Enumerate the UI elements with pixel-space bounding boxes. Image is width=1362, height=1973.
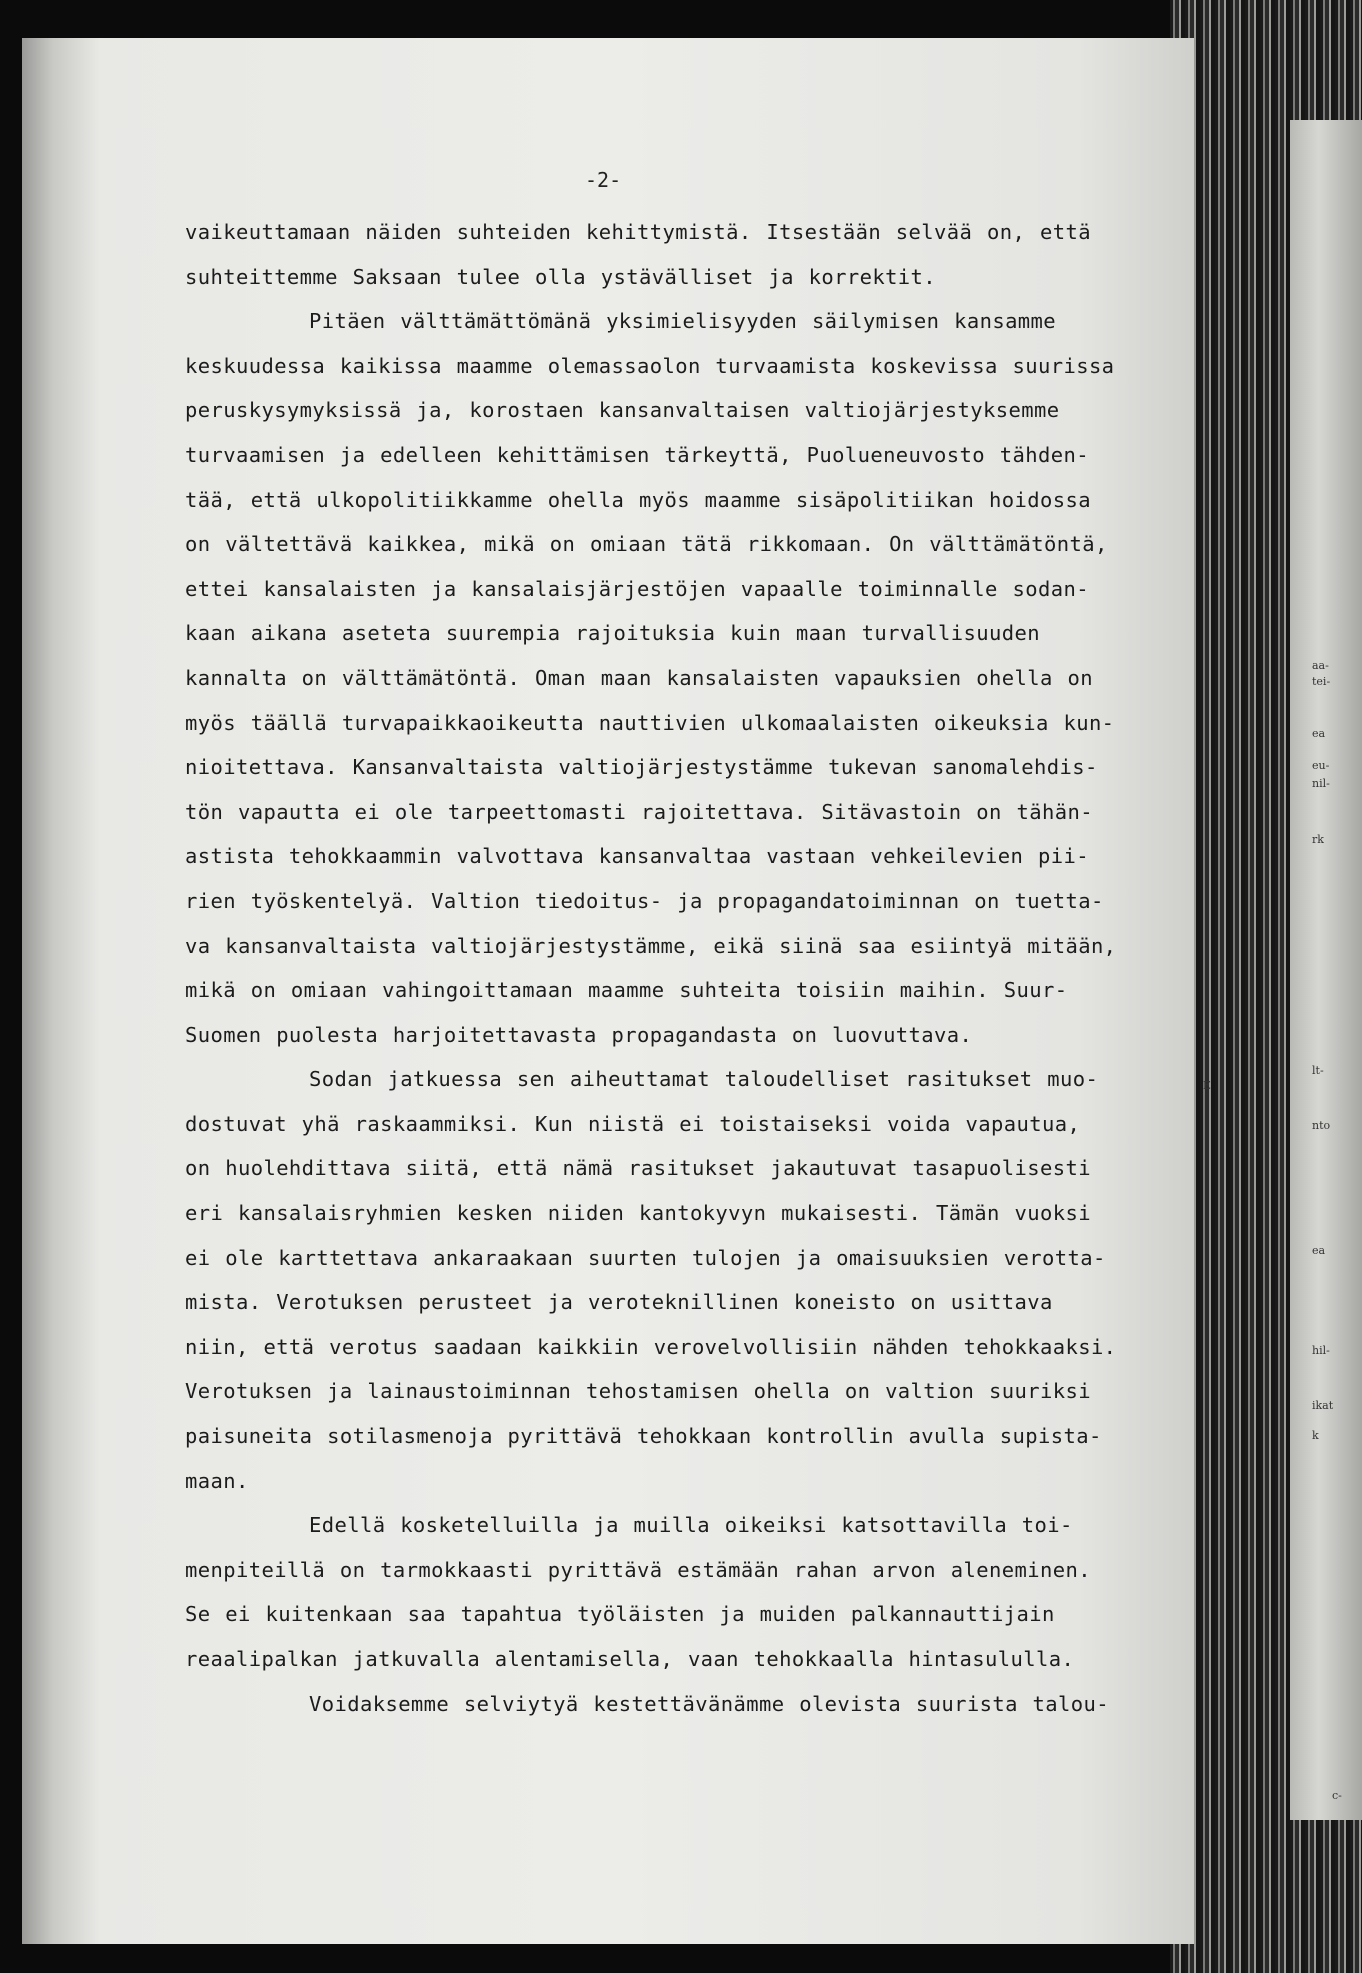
text-line: maan. (185, 1468, 249, 1493)
text-line: tää, että ulkopolitiikkamme ohella myös maamme sisäpolitiikan hoidossa (185, 487, 1091, 512)
text-line: kannalta on välttämätöntä. Oman maan kansalaisten vapauksien ohella on (185, 665, 1093, 690)
text-line: eri kansalaisryhmien kesken niiden kantokyvyn mukaisesti. Tämän vuoksi (185, 1201, 1091, 1226)
margin-fragment: hil- (1312, 1344, 1330, 1357)
text-line: paisuneita sotilasmenoja pyrittävä tehokkaan kontrollin avulla supista- (185, 1424, 1102, 1449)
text-line: Pitäen välttämättömänä yksimielisyyden säilymisen kansamme (309, 309, 1057, 334)
margin-fragment: lt- (1312, 1064, 1324, 1077)
text-line: dostuvat yhä raskaammiksi. Kun niistä ei toistaiseksi voida vapautua, (185, 1111, 1081, 1136)
margin-fragment: nil- (1312, 777, 1330, 790)
page-number: -2- (585, 168, 622, 192)
margin-fragment: rk (1312, 833, 1324, 846)
text-line: on huolehdittava siitä, että nämä rasitukset jakautuvat tasapuolisesti (185, 1156, 1091, 1181)
margin-fragment: ea (1312, 727, 1326, 740)
text-line: ei ole karttettava ankaraakaan suurten tulojen ja omaisuuksien verotta- (185, 1245, 1106, 1270)
text-line: Verotuksen ja lainaustoiminnan tehostamisen ohella on valtion suuriksi (185, 1379, 1091, 1404)
text-line: nioitettava. Kansanvaltaista valtiojärjestystämme tukevan sanomalehdis- (185, 755, 1098, 780)
text-line: mista. Verotuksen perusteet ja veroteknillinen koneisto on usittava (185, 1290, 1053, 1315)
text-line: reaalipalkan jatkuvalla alentamisella, vaan tehokkaalla hintasululla. (185, 1647, 1075, 1671)
margin-fragment: ea (1312, 1244, 1326, 1257)
text-line: va kansanvaltaista valtiojärjestystämme, eikä siinä saa esiintyä mitään, (185, 933, 1117, 958)
text-line: Voidaksemme selviytyä kestettävänämme olevista suurista talou- (309, 1691, 1110, 1716)
adjacent-page-strip (1290, 120, 1362, 1820)
margin-fragment: ikat (1312, 1399, 1334, 1412)
text-line: mikä on omiaan vahingoittamaan maamme suhteita toisiin maihin. Suur- (185, 978, 1068, 1003)
text-line: on vältettävä kaikkea, mikä on omiaan tätä rikkomaan. On välttämätöntä, (185, 532, 1108, 557)
text-line: myös täällä turvapaikkaoikeutta nauttivien ulkomaalaisten oikeuksia kun- (185, 710, 1115, 735)
margin-fragment: c- (1332, 1789, 1342, 1802)
text-line: menpiteillä on tarmokkaasti pyrittävä estämään rahan arvon aleneminen. (185, 1557, 1091, 1582)
margin-fragment: eu- (1312, 759, 1330, 772)
margin-fragment: nto (1312, 1119, 1331, 1132)
text-line: keskuudessa kaikissa maamme olemassaolon turvaamista koskevissa suurissa (185, 353, 1115, 378)
text-line: rien työskentelyä. Valtion tiedoitus- ja propagandatoiminnan on tuetta- (185, 888, 1104, 913)
text-line: Edellä kosketelluilla ja muilla oikeiksi katsottavilla toi- (309, 1513, 1073, 1538)
text-line: niin, että verotus saadaan kaikkiin verovelvollisiin nähden tehokkaaksi. (185, 1334, 1117, 1359)
text-line: ettei kansalaisten ja kansalaisjärjestöjen vapaalle toiminnalle sodan- (185, 576, 1089, 601)
text-line: vaikeuttamaan näiden suhteiden kehittymistä. Itsestään selvää on, että (185, 220, 1091, 244)
text-line: astista tehokkaammin valvottava kansanvaltaa vastaan vehkeilevien pii- (185, 844, 1089, 869)
margin-fragment: E (1203, 1079, 1212, 1092)
text-line: peruskysymyksissä ja, korostaen kansanvaltaisen valtiojärjestyksemme (185, 398, 1060, 423)
text-line: kaan aikana aseteta suurempia rajoituksia kuin maan turvallisuuden (185, 621, 1040, 646)
text-line: Suomen puolesta harjoitettavasta propagandasta on luovuttava. (185, 1022, 973, 1047)
margin-fragment: tei- (1312, 675, 1331, 688)
binding-shadow (22, 38, 100, 1944)
text-line: Se ei kuitenkaan saa tapahtua työläisten ja muiden palkannauttijain (185, 1602, 1055, 1627)
text-line: Sodan jatkuessa sen aiheuttamat taloudelliset rasitukset muo- (309, 1067, 1099, 1092)
document-body (185, 210, 1117, 1726)
margin-fragment: aa- (1312, 659, 1329, 672)
margin-fragment: k (1312, 1429, 1319, 1442)
text-line: turvaamisen ja edelleen kehittämisen tärkeyttä, Puolueneuvosto tähden- (185, 442, 1089, 467)
text-line: tön vapautta ei ole tarpeettomasti rajoitettava. Sitävastoin on tähän- (185, 799, 1093, 824)
text-line: suhteittemme Saksaan tulee olla ystävälliset ja korrektit. (185, 264, 937, 289)
